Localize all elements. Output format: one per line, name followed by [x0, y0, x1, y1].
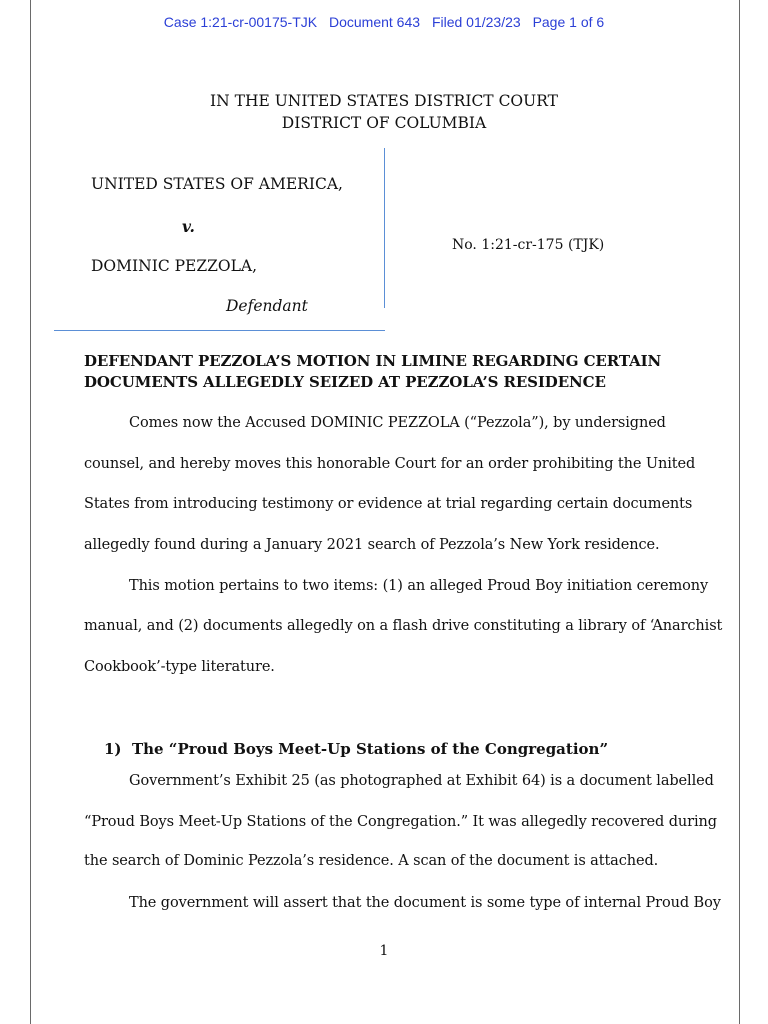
defendant-role: Defendant: [226, 297, 308, 315]
paragraph-line: manual, and (2) documents allegedly on a flash drive constituting a library of ‘Anarchist: [84, 618, 723, 634]
motion-title-line: DOCUMENTS ALLEGEDLY SEIZED AT PEZZOLA’S RESIDENCE: [84, 373, 606, 391]
page-number: 1: [379, 943, 389, 959]
caption-divider-vertical: [384, 148, 385, 308]
section-heading: 1) The “Proud Boys Meet-Up Stations of the Congregation”: [104, 740, 609, 758]
paragraph-line: States from introducing testimony or evidence at trial regarding certain documents: [84, 496, 693, 512]
court-name: IN THE UNITED STATES DISTRICT COURT: [210, 92, 558, 110]
case-number-header: Case 1:21-cr-00175-TJK: [163, 14, 318, 30]
ecf-header: [0, 14, 768, 30]
paragraph-line: Comes now the Accused DOMINIC PEZZOLA (“Pezzola”), by undersigned: [129, 415, 666, 431]
paragraph-line: the search of Dominic Pezzola’s residence. A scan of the document is attached.: [84, 853, 659, 869]
page-count-header: Page 1 of 6: [532, 14, 605, 30]
caption-divider-horizontal: [54, 330, 385, 331]
document-page: [30, 0, 740, 1024]
court-district: DISTRICT OF COLUMBIA: [281, 114, 487, 132]
paragraph-line: “Proud Boys Meet-Up Stations of the Congregation.” It was allegedly recovered during: [84, 814, 717, 830]
filed-date-header: Filed 01/23/23: [431, 14, 521, 30]
defendant-name: DOMINIC PEZZOLA,: [91, 257, 258, 275]
paragraph-line: Government’s Exhibit 25 (as photographed at Exhibit 64) is a document labelled: [129, 773, 714, 789]
document-number-header: Document 643: [328, 14, 421, 30]
case-number: No. 1:21-cr-175 (TJK): [452, 237, 605, 253]
paragraph-line: This motion pertains to two items: (1) an alleged Proud Boy initiation ceremony: [129, 578, 709, 594]
motion-title: [84, 351, 704, 393]
paragraph-line: allegedly found during a January 2021 search of Pezzola’s New York residence.: [84, 537, 660, 553]
paragraph-line: The government will assert that the document is some type of internal Proud Boy: [129, 895, 721, 911]
plaintiff-name: UNITED STATES OF AMERICA,: [91, 175, 343, 193]
versus-label: v.: [182, 217, 195, 236]
motion-title-line: DEFENDANT PEZZOLA’S MOTION IN LIMINE REGARDING CERTAIN: [84, 352, 662, 370]
paragraph-line: counsel, and hereby moves this honorable Court for an order prohibiting the United: [84, 456, 696, 472]
paragraph-line: Cookbook’-type literature.: [84, 659, 275, 675]
